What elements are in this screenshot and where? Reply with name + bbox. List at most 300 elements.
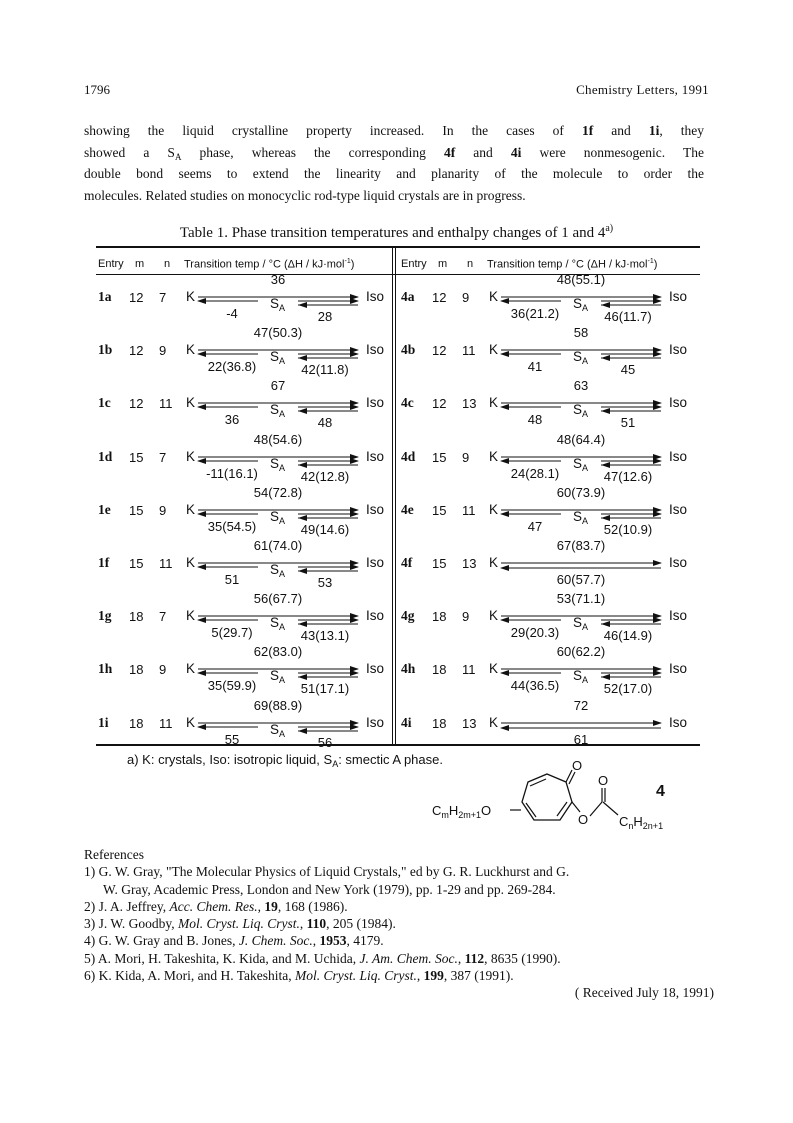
top-value-4i: 72 <box>573 697 589 713</box>
paragraph-run: showed a S <box>84 144 175 160</box>
iso-label: Iso <box>669 395 688 411</box>
table-caption <box>0 223 793 242</box>
smectic-s: S <box>573 296 583 311</box>
m-4i: 18 <box>432 715 447 731</box>
reference-run: 3) J. W. Goodby, <box>84 916 179 932</box>
reference-run: , <box>416 968 424 984</box>
reference-run: , <box>312 933 320 949</box>
arrow-head <box>350 511 359 517</box>
header-n-left: n <box>164 258 171 270</box>
smectic-label-1c <box>270 402 285 419</box>
reference-run: , <box>299 916 307 932</box>
smectic-a: A <box>582 303 589 313</box>
footnote-text-2: : smectic A phase. <box>338 752 443 767</box>
n-1f: 11 <box>159 556 173 571</box>
arrow-head <box>500 565 509 571</box>
paragraph-run: , they <box>659 123 704 138</box>
m-4d: 15 <box>432 449 447 465</box>
iso-label: Iso <box>366 501 385 517</box>
bottom-left-value-4h: 44(36.5) <box>510 678 560 694</box>
entry-1f: 1f <box>98 555 110 570</box>
bottom-right-value-4a: 46(11.7) <box>604 309 652 324</box>
arrow-head <box>601 674 610 680</box>
paragraph-run: 4i <box>510 144 522 160</box>
header-transition-left-text: Transition temp / °C (ΔH / kJ·mol <box>184 258 345 271</box>
paragraph-run: 1f <box>581 123 594 138</box>
crystal-label: K <box>489 289 499 304</box>
m-1e: 15 <box>129 502 144 518</box>
bottom-left-value-4a: 36(21.2) <box>510 306 560 321</box>
crystal-label: K <box>489 395 499 411</box>
arrow-head <box>653 670 662 676</box>
n-4c: 13 <box>462 396 477 412</box>
header-transition-right <box>487 258 657 271</box>
smectic-s: S <box>270 721 280 737</box>
top-value-4g: 53(71.1) <box>556 591 606 607</box>
entry-4h: 4h <box>401 661 416 677</box>
arrow-head <box>298 621 307 627</box>
arrow-head <box>298 408 307 414</box>
m-1h: 18 <box>129 662 144 678</box>
reference-run: W. Gray, Academic Press, London and New York (1979), pp. 1-29 and pp. 269-284. <box>103 881 556 897</box>
arrow-head <box>298 728 307 734</box>
arrow-head <box>653 511 662 517</box>
smectic-label-1h <box>270 668 285 685</box>
crystal-label: K <box>489 501 499 517</box>
reference-item <box>84 950 714 967</box>
entry-4a: 4a <box>401 289 415 304</box>
crystal-label: K <box>186 289 196 304</box>
table-divider-2 <box>395 246 396 744</box>
arrow-head <box>197 617 206 623</box>
iso-label: Iso <box>669 342 688 358</box>
bottom-right-value-1i: 56 <box>317 734 333 750</box>
paragraph-run: double bond seems to extend the linearity and planarity of the molecule to order the <box>84 166 704 181</box>
bottom-right-value-1e: 49(14.6) <box>300 521 350 537</box>
smectic-s: S <box>573 615 583 631</box>
bottom-left-value-1c: 36 <box>224 412 240 428</box>
smectic-label-4c <box>573 402 588 419</box>
entry-1d: 1d <box>98 448 113 464</box>
entry-1e: 1e <box>98 501 111 517</box>
reference-run: 1953 <box>319 933 347 949</box>
n-4i: 13 <box>462 715 477 731</box>
paragraph-line <box>84 120 704 142</box>
arrow-head <box>653 720 662 726</box>
top-value-1e: 54(72.8) <box>253 484 303 500</box>
arrow-head <box>653 404 662 410</box>
m-4g: 18 <box>432 609 447 625</box>
arrow-head <box>653 458 662 464</box>
arrow-head <box>350 564 359 570</box>
arrow-head <box>350 404 359 410</box>
top-value-1h: 62(83.0) <box>253 644 303 660</box>
reference-run: Mol. Cryst. Liq. Cryst. <box>178 916 300 932</box>
n-4h: 11 <box>462 662 476 678</box>
iso-label: Iso <box>669 714 688 730</box>
iso-label: Iso <box>366 395 385 411</box>
reference-run: , 387 (1991). <box>443 968 514 984</box>
references <box>84 846 714 1002</box>
reference-run: 2) J. A. Jeffrey, <box>84 898 170 914</box>
top-value-4c: 63 <box>573 378 589 394</box>
arrow-head <box>500 670 509 676</box>
smectic-a: A <box>582 356 589 367</box>
smectic-label-4g <box>573 615 588 632</box>
m-1a: 12 <box>129 290 144 305</box>
arrow-head <box>653 298 662 304</box>
header-n-right: n <box>467 258 474 270</box>
m-4b: 12 <box>432 343 447 359</box>
crystal-label: K <box>489 342 499 358</box>
smectic-a: A <box>582 675 589 686</box>
arrow-head <box>653 617 662 623</box>
bottom-right-value-4h: 52(17.0) <box>603 681 653 697</box>
arrow-head <box>500 351 509 357</box>
header-transition-left <box>184 258 354 271</box>
paragraph-run: 1i <box>648 123 660 138</box>
smectic-s: S <box>270 615 280 631</box>
arrow-head <box>350 670 359 676</box>
entry-1i: 1i <box>98 714 109 730</box>
arrow-head <box>500 511 509 517</box>
crystal-label: K <box>186 555 196 570</box>
reference-run: , 8635 (1990). <box>484 950 561 966</box>
paragraph-run: phase, whereas the corresponding <box>181 144 444 160</box>
smectic-s: S <box>270 455 280 471</box>
crystal-label: K <box>186 501 196 517</box>
smectic-s: S <box>573 508 583 524</box>
page-number: 1796 <box>84 82 110 97</box>
iso-label: Iso <box>366 289 385 304</box>
reference-run: , <box>457 950 465 966</box>
iso-label: Iso <box>669 448 688 464</box>
crystal-label: K <box>186 448 196 464</box>
n-1d: 7 <box>159 449 167 465</box>
reference-run: , <box>257 898 265 914</box>
smectic-label-1i <box>270 722 285 739</box>
bottom-right-value-1d: 42(12.8) <box>300 468 350 484</box>
bottom-value-4f: 60(57.7) <box>556 572 606 587</box>
m-1g: 18 <box>129 609 144 625</box>
ring-carbonyl-oxygen: O <box>572 758 583 773</box>
arrow-head <box>298 674 307 680</box>
smectic-s: S <box>270 562 280 577</box>
ring-double-bond-3 <box>557 802 567 816</box>
smectic-a: A <box>279 462 286 473</box>
entry-1b: 1b <box>98 342 113 358</box>
reference-item <box>84 898 714 915</box>
crystal-label: K <box>489 661 499 677</box>
table-caption-footnote-mark: a) <box>605 223 614 234</box>
table-caption-text: Table 1. Phase transition temperatures and enthalpy changes of 1 and 4 <box>179 225 606 241</box>
n-1c: 11 <box>159 396 173 412</box>
arrow-head <box>500 404 509 410</box>
bottom-left-value-1g: 5(29.7) <box>211 625 253 641</box>
smectic-s: S <box>270 296 280 311</box>
iso-label: Iso <box>366 555 385 570</box>
reference-run: 1) G. W. Gray, "The Molecular Physics of Liquid Crystals," ed by G. R. Luckhurst and G. <box>84 864 570 880</box>
reference-run: 4) G. W. Gray and B. Jones, <box>84 933 239 949</box>
iso-label: Iso <box>669 555 688 570</box>
footnote-text-1: a) K: crystals, Iso: isotropic liquid, S <box>127 752 333 767</box>
bottom-right-value-1h: 51(17.1) <box>300 681 350 697</box>
reference-run: 112 <box>464 950 485 966</box>
bottom-left-value-1e: 35(54.5) <box>207 518 257 534</box>
structure-right-group: $C_nH_{2n+1}$ <box>619 814 664 831</box>
reference-run: 110 <box>306 916 327 932</box>
paragraph-line <box>84 185 704 207</box>
entry-4d: 4d <box>401 448 416 464</box>
iso-label: Iso <box>366 448 385 464</box>
paragraph-line <box>84 142 704 164</box>
reference-item <box>84 932 714 949</box>
bottom-right-value-1c: 48 <box>317 415 333 431</box>
header-m-right: m <box>438 258 448 270</box>
body-paragraph <box>84 120 704 206</box>
compound-4-structure <box>430 760 690 840</box>
arrow-head <box>350 724 359 730</box>
arrow-head <box>197 458 206 464</box>
arrow-head <box>298 355 307 361</box>
crystal-label: K <box>186 342 196 358</box>
top-value-4h: 60(62.2) <box>556 644 606 660</box>
arrow-head <box>197 564 206 570</box>
arrow-head <box>298 515 307 521</box>
entry-4e: 4e <box>401 501 414 517</box>
arrow-head <box>653 351 662 357</box>
bottom-value-4i: 61 <box>573 731 589 747</box>
paragraph-run: molecules. Related studies on monocyclic rod-type liquid crystals are in progress. <box>84 187 526 203</box>
reference-run: , 205 (1984). <box>326 916 396 932</box>
bottom-left-value-4e: 47 <box>527 518 543 534</box>
smectic-label-1d <box>270 456 285 473</box>
reference-list <box>84 863 714 984</box>
arrow-head <box>197 511 206 517</box>
crystal-label: K <box>186 714 196 730</box>
header-entry-right: Entry <box>401 258 427 270</box>
header-entry-left: Entry <box>98 258 124 270</box>
tropolone-ring <box>522 774 572 820</box>
smectic-s: S <box>573 668 583 684</box>
received-date: ( Received July 18, 1991) <box>574 985 714 1001</box>
paragraph-run: A <box>174 151 182 162</box>
header-transition-right-text: Transition temp / °C (ΔH / kJ·mol <box>487 258 648 271</box>
bottom-right-value-4d: 47(12.6) <box>603 468 653 484</box>
arrow-head <box>601 408 610 414</box>
reference-run: 199 <box>423 968 444 984</box>
header-transition-right-sup: -1 <box>647 258 654 265</box>
smectic-label-1a <box>270 296 285 313</box>
bottom-left-value-1i: 55 <box>224 731 240 747</box>
arrow-head <box>601 515 610 521</box>
n-4d: 9 <box>462 449 470 465</box>
arrow-head <box>601 621 610 627</box>
iso-label: Iso <box>669 501 688 517</box>
top-value-1c: 67 <box>270 378 286 394</box>
paragraph-run: were nonmesogenic. The <box>521 144 704 160</box>
ester-oxygen: O <box>578 812 589 827</box>
top-value-1i: 69(88.9) <box>253 697 303 713</box>
arrow-head <box>197 298 206 304</box>
iso-label: Iso <box>366 342 385 358</box>
arrow-head <box>653 560 662 566</box>
smectic-label-4a <box>573 296 588 313</box>
bottom-left-value-1d: -11(16.1) <box>206 465 258 481</box>
bottom-right-value-1b: 42(11.8) <box>301 362 349 378</box>
crystal-label: K <box>186 661 196 677</box>
arrow-head <box>350 351 359 357</box>
bottom-right-value-1a: 28 <box>317 309 333 324</box>
smectic-label-1e <box>270 509 285 526</box>
reference-item <box>84 863 714 880</box>
arrow-head <box>500 298 509 304</box>
n-4a: 9 <box>462 290 470 305</box>
arrow-head <box>500 458 509 464</box>
arrow-head <box>350 617 359 623</box>
crystal-label: K <box>489 608 499 624</box>
entry-4f: 4f <box>401 555 413 570</box>
bottom-left-value-1b: 22(36.8) <box>207 359 257 375</box>
m-1f: 15 <box>129 556 144 571</box>
reference-run: Mol. Cryst. Liq. Cryst. <box>295 968 417 984</box>
arrow-head <box>197 404 206 410</box>
top-value-4e: 60(73.9) <box>556 484 606 500</box>
n-1b: 9 <box>159 343 167 359</box>
iso-label: Iso <box>366 608 385 624</box>
smectic-a: A <box>582 515 589 526</box>
top-value-1f: 61(74.0) <box>253 538 303 553</box>
paragraph-run: and <box>455 144 511 160</box>
bond-ester-carbon <box>590 802 602 816</box>
arrow-head <box>601 462 610 468</box>
n-1i: 11 <box>159 715 173 731</box>
arrow-head <box>298 568 307 574</box>
reference-run: Acc. Chem. Res. <box>169 898 258 914</box>
m-4f: 15 <box>432 556 447 571</box>
paragraph-line <box>84 163 704 185</box>
reference-run: 19 <box>264 898 278 914</box>
entry-1h: 1h <box>98 661 113 677</box>
bottom-left-value-1h: 35(59.9) <box>207 678 257 694</box>
top-value-4b: 58 <box>573 325 589 341</box>
iso-label: Iso <box>669 289 688 304</box>
smectic-a: A <box>279 675 286 686</box>
bottom-left-value-4d: 24(28.1) <box>510 465 560 481</box>
reference-run: , 168 (1986). <box>277 898 348 914</box>
entry-1a: 1a <box>98 289 112 304</box>
n-4g: 9 <box>462 609 470 625</box>
smectic-a: A <box>279 569 286 579</box>
arrow-head <box>601 302 610 308</box>
entry-4g: 4g <box>401 608 415 624</box>
entry-4c: 4c <box>401 395 414 411</box>
smectic-label-1f <box>270 562 285 579</box>
header-transition-left-close: ) <box>350 258 355 271</box>
top-value-1b: 47(50.3) <box>253 325 303 341</box>
m-4c: 12 <box>432 396 447 412</box>
paragraph-run: 4f <box>443 144 456 160</box>
smectic-a: A <box>279 356 286 367</box>
header-transition-left-sup: -1 <box>344 258 351 265</box>
reference-run: 5) A. Mori, H. Takeshita, K. Kida, and M. Uchida, <box>84 950 360 966</box>
n-4f: 13 <box>462 556 477 571</box>
arrow-head <box>601 355 610 361</box>
bottom-left-value-1a: -4 <box>226 306 238 321</box>
m-1b: 12 <box>129 343 144 359</box>
n-4b: 11 <box>462 343 476 359</box>
smectic-s: S <box>270 402 280 418</box>
entry-1g: 1g <box>98 608 112 624</box>
smectic-label-1b <box>270 349 285 366</box>
crystal-label: K <box>186 608 196 624</box>
bottom-left-value-4g: 29(20.3) <box>510 625 560 641</box>
structure-left-group: $C_mH_{2m+1}O$ <box>432 803 492 820</box>
smectic-a: A <box>582 622 589 633</box>
crystal-label: K <box>489 555 499 570</box>
smectic-a: A <box>279 622 286 633</box>
footnote-sub: A <box>332 759 339 769</box>
arrow-head <box>197 670 206 676</box>
top-value-4f: 67(83.7) <box>556 538 606 553</box>
smectic-label-1g <box>270 615 285 632</box>
smectic-label-4b <box>573 349 588 366</box>
iso-label: Iso <box>366 661 385 677</box>
n-1e: 9 <box>159 502 167 518</box>
references-heading: References <box>84 847 144 862</box>
reference-item <box>84 915 714 932</box>
bottom-right-value-4c: 51 <box>620 415 636 431</box>
table-footnote <box>127 752 443 769</box>
bottom-right-value-1f: 53 <box>317 575 333 590</box>
smectic-s: S <box>573 349 583 365</box>
arrow-head <box>350 298 359 304</box>
compound-number: 4 <box>656 783 665 800</box>
reference-run: 6) K. Kida, A. Mori, and H. Takeshita, <box>84 968 296 984</box>
bottom-left-value-4c: 48 <box>527 412 543 428</box>
entry-4i: 4i <box>401 714 412 730</box>
smectic-s: S <box>270 349 280 365</box>
reference-item <box>84 881 714 898</box>
reference-run: , 4179. <box>346 933 384 949</box>
bottom-right-value-4b: 45 <box>620 362 636 378</box>
iso-label: Iso <box>669 608 688 624</box>
smectic-s: S <box>573 402 583 418</box>
crystal-label: K <box>186 395 196 411</box>
header-m-left: m <box>135 258 145 270</box>
table-divider-1 <box>392 246 393 744</box>
smectic-a: A <box>582 409 589 420</box>
arrow-head <box>500 617 509 623</box>
arrow-head <box>298 302 307 308</box>
arrow-head <box>197 724 206 730</box>
journal-header: Chemistry Letters, 1991 <box>576 82 709 97</box>
top-value-1g: 56(67.7) <box>253 591 303 607</box>
top-value-1a: 36 <box>270 272 286 287</box>
bond-ring-ester-o <box>572 802 580 812</box>
smectic-a: A <box>582 462 589 473</box>
ester-carbonyl-oxygen: O <box>598 773 609 788</box>
header-transition-right-close: ) <box>653 258 658 271</box>
smectic-a: A <box>279 303 286 313</box>
n-1a: 7 <box>159 290 167 305</box>
crystal-label: K <box>489 714 499 730</box>
entry-4b: 4b <box>401 342 416 358</box>
arrow-head <box>197 351 206 357</box>
m-4e: 15 <box>432 502 447 518</box>
bottom-left-value-4b: 41 <box>527 359 543 375</box>
top-value-1d: 48(54.6) <box>253 431 303 447</box>
